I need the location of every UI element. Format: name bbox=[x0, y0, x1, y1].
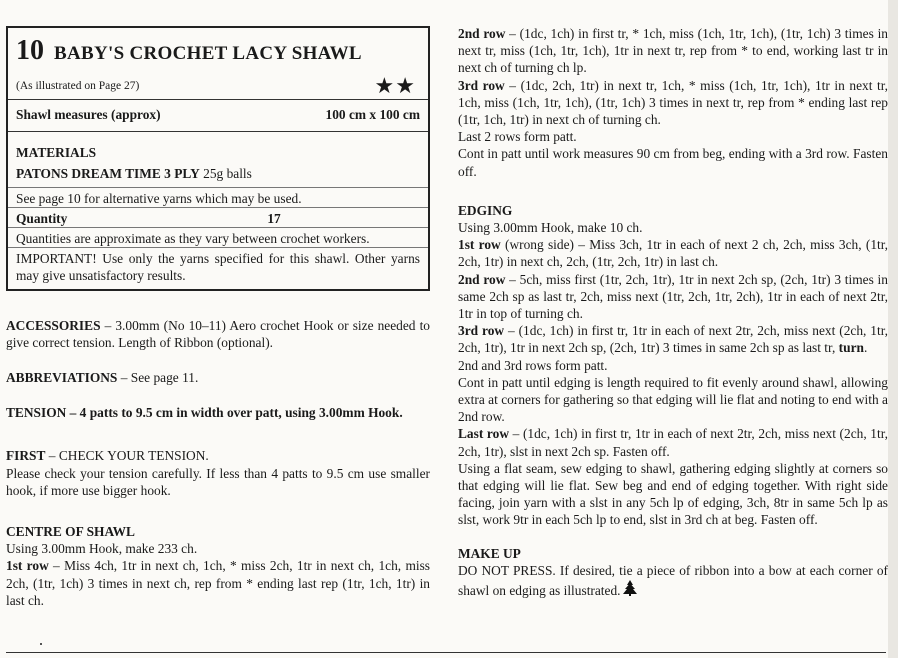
centre-row2-label: 2nd row bbox=[458, 26, 506, 41]
accessories-label: ACCESSORIES bbox=[6, 317, 101, 333]
first-body: Please check your tension carefully. If less than 4 patts to 9.5 cm use smaller hook, if more use bigger hook. bbox=[6, 465, 430, 498]
measures-label: Shawl measures (approx) bbox=[16, 107, 161, 122]
centre-intro: Using 3.00mm Hook, make 233 ch. bbox=[6, 541, 198, 557]
page-speck bbox=[40, 643, 42, 645]
page-edge-shadow bbox=[888, 0, 898, 658]
edging-row3 bbox=[458, 322, 888, 356]
edging-row1 bbox=[458, 236, 888, 270]
pine-tree-icon bbox=[621, 579, 639, 597]
centre-heading: CENTRE OF SHAWL bbox=[6, 524, 135, 540]
accessories-section bbox=[6, 317, 430, 351]
edging-last-text: – (1dc, 1ch) in first tr, 1tr in each of next 2tr, 2ch, miss next (2ch, 1tr, 2ch, 1tr), slst in next 2ch sp. Fasten off. bbox=[458, 426, 888, 459]
first-text: – CHECK YOUR TENSION. bbox=[45, 448, 209, 464]
centre-row3-text: – (1dc, 2ch, 1tr) in next tr, 1ch, * miss (1ch, 1tr, 1ch), 1tr in next tr, 1ch, miss (1ch, 1tr, 1ch), (1tr, 1ch) 3 times in next tr, rep from * ending last rep (1tr, 1ch, 1tr) in next ch of turning ch. bbox=[458, 77, 888, 128]
important-note: IMPORTANT! Use only the yarns specified for this shawl. Other yarns may give unsatisfactory results. bbox=[8, 247, 428, 284]
edging-row1-label: 1st row bbox=[458, 237, 501, 253]
first-label: FIRST bbox=[6, 448, 46, 464]
edging-cont: Cont in patt until edging is length required to fit evenly around shawl, allowing extra at corners for gathering so that edging will lie flat and noting to end with a 2nd row. bbox=[458, 374, 888, 425]
pattern-name: BABY'S CROCHET LACY SHAWL bbox=[54, 43, 362, 64]
yarn-brand-weight: 25g balls bbox=[199, 166, 252, 182]
yarn-brand bbox=[16, 165, 420, 182]
pattern-header-box bbox=[6, 26, 430, 291]
centre-cont: Cont in patt until work measures 90 cm from beg, ending with a 3rd row. Fasten off. bbox=[458, 146, 888, 179]
centre-row1 bbox=[6, 557, 430, 609]
makeup-section bbox=[458, 562, 888, 599]
illustrated-note: (As illustrated on Page 27) bbox=[16, 80, 140, 92]
measures-row bbox=[8, 99, 428, 132]
centre-last2: Last 2 rows form patt. bbox=[458, 129, 577, 145]
quantity-row bbox=[8, 207, 428, 227]
accessories-text: – 3.00mm (No 10–11) Aero crochet Hook or size needed to give correct tension. Length of Ribbon (optional). bbox=[6, 317, 430, 350]
illustrated-row bbox=[16, 75, 420, 97]
edging-row2-label: 2nd row bbox=[458, 271, 506, 287]
measures-value: 100 cm x 100 cm bbox=[325, 107, 420, 122]
abbreviations-text: – See page 11. bbox=[117, 370, 199, 386]
centre-row2-text: – (1dc, 1ch) in first tr, * 1ch, miss (1ch, 1tr, 1ch), (1tr, 1ch) 3 times in next tr, miss (1ch, 1tr, 1ch), 1tr in next tr, rep from * to end, working last tr in next ch of turning ch lp. bbox=[458, 26, 888, 76]
edging-rows23: 2nd and 3rd rows form patt. bbox=[458, 357, 608, 373]
left-column bbox=[6, 26, 430, 609]
edging-row3-end: . bbox=[863, 340, 868, 356]
edging-row3-label: 3rd row bbox=[458, 323, 505, 339]
difficulty-stars-icon: ★★ bbox=[374, 73, 416, 98]
edging-row3-text: – (1dc, 1ch) in first tr, 1tr in each of next 2tr, 2ch, miss next (2ch, 1tr, 2ch, 1tr), 1tr in next 2ch sp, (2ch, 1tr) 3 times in same 2ch sp as last tr, bbox=[458, 323, 888, 356]
edging-heading: EDGING bbox=[458, 202, 513, 218]
edging-last-label: Last row bbox=[458, 426, 509, 442]
yarn-brand-name: PATONS DREAM TIME 3 PLY bbox=[16, 166, 200, 182]
centre-row2 bbox=[458, 25, 888, 77]
bottom-rule bbox=[6, 652, 886, 653]
centre-row1-text: – Miss 4ch, 1tr in next ch, 1ch, * miss 2ch, 1tr in next ch, 1ch, miss 2ch, (1tr, 1ch) 3 times in next ch, rep from * ending last rep (1tr, 1ch, 1tr) in last ch. bbox=[6, 558, 431, 608]
quantity-value: 17 bbox=[267, 210, 281, 226]
edging-row2-text: – 5ch, miss first (1tr, 2ch, 1tr), 1tr in next 2ch sp, (2ch, 1tr) 3 times in same 2ch sp as last tr, 2ch, miss next (1tr, 2ch, 1tr, 2ch), 1tr in each of next 2tr, 1tr in top of turning ch. bbox=[458, 271, 888, 322]
edging-row1-text: (wrong side) – Miss 3ch, 1tr in each of next 2 ch, 2ch, miss 3ch, (1tr, 2ch, 1tr) in next ch, 2ch, (1tr, 2ch, 1tr) in last ch. bbox=[458, 237, 889, 270]
makeup-heading: MAKE UP bbox=[458, 545, 521, 561]
centre-row3-label: 3rd row bbox=[458, 77, 505, 93]
quantity-note: Quantities are approximate as they vary between crochet workers. bbox=[8, 227, 428, 247]
abbreviations-section bbox=[6, 369, 430, 386]
alt-yarns-note: See page 10 for alternative yarns which may be used. bbox=[8, 187, 428, 207]
right-column bbox=[458, 26, 888, 599]
abbreviations-label: ABBREVIATIONS bbox=[6, 370, 118, 386]
tension-section: TENSION – 4 patts to 9.5 cm in width over patt, using 3.00mm Hook. bbox=[6, 405, 403, 421]
centre-row3 bbox=[458, 77, 888, 129]
edging-turn: turn bbox=[838, 340, 864, 356]
edging-intro: Using 3.00mm Hook, make 10 ch. bbox=[458, 220, 643, 236]
first-section bbox=[6, 447, 430, 464]
materials-heading: MATERIALS bbox=[16, 145, 97, 161]
centre-row1-label: 1st row bbox=[6, 558, 49, 574]
pattern-number: 10 bbox=[16, 35, 44, 66]
edging-last-row bbox=[458, 425, 888, 459]
edging-seam: Using a flat seam, sew edging to shawl, gathering edging slightly at corners so that edging will lie flat. Sew beg and end of edging together. With right side facing, join yarn with a slst in any 5ch lp of edging, 3ch, 8tr in same 5ch lp as slst, work 9tr in each 5ch lp to end, slst in 3rd ch at beg. Fasten off. bbox=[458, 460, 888, 528]
quantity-label: Quantity bbox=[16, 210, 68, 226]
pattern-title bbox=[16, 34, 420, 71]
makeup-text: DO NOT PRESS. If desired, tie a piece of ribbon into a bow at each corner of shawl on edging as illustrated. bbox=[458, 562, 888, 599]
edging-row2 bbox=[458, 271, 888, 323]
